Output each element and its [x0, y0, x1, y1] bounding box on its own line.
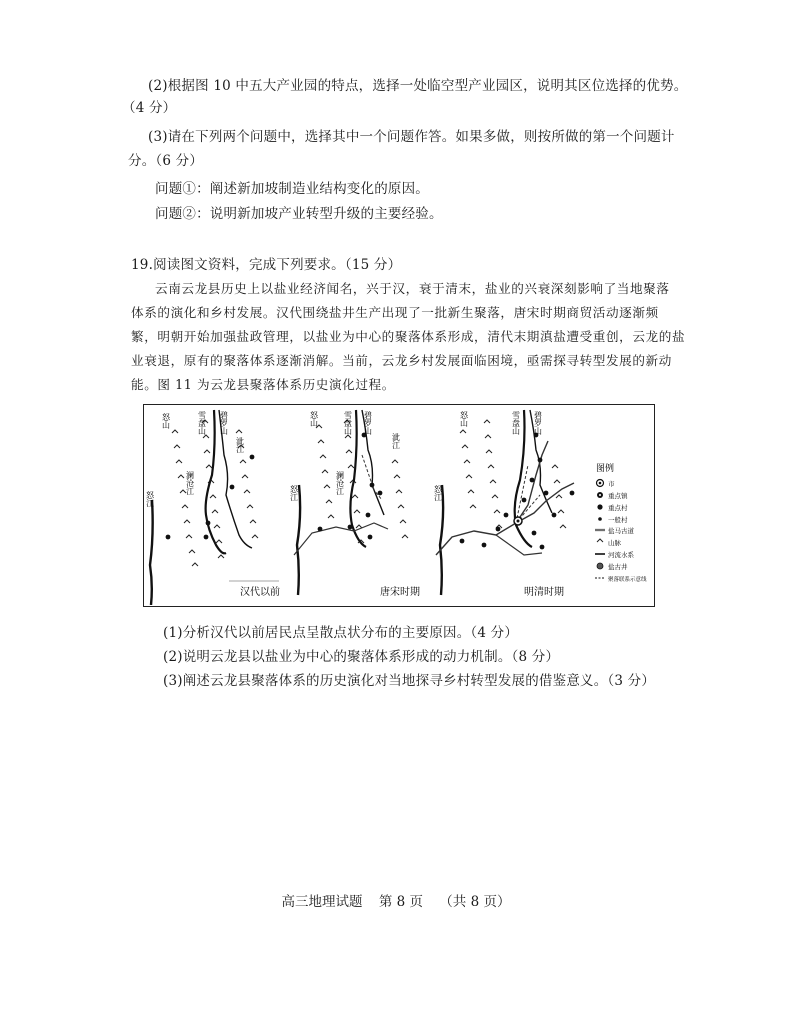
settlement-dot: [538, 458, 543, 463]
nujiang-river: [150, 500, 153, 605]
salt-horse-road: [496, 535, 542, 555]
page-footer: [0, 890, 792, 910]
figure-11-settlement-evolution-map: [143, 404, 655, 607]
settlement-dot: [540, 545, 545, 550]
label-bijiang: 泚江: [391, 433, 401, 449]
panel-caption-tangsong: 唐宋时期: [380, 587, 420, 598]
footer-total: （共 8 页）: [439, 894, 511, 910]
settlement-dot: [348, 525, 353, 530]
q18-question2: 问题②：说明新加坡产业转型升级的主要经验。: [155, 206, 443, 222]
legend-title: 图例: [596, 464, 615, 474]
settlement-dot: [482, 543, 487, 548]
q18-question1: 问题①：阐述新加坡制造业结构变化的原因。: [155, 181, 429, 197]
settlement-dot: [366, 513, 371, 518]
settlement-map-svg: [144, 405, 653, 605]
label-lancangjiang: 澜沧江: [335, 471, 345, 495]
settlement-dot: [530, 478, 535, 483]
legend-key-town: 重点镇: [608, 492, 628, 500]
settlement-dot: [522, 498, 527, 503]
panel-han-before: [145, 410, 281, 605]
mountain-ridge: [392, 460, 408, 538]
settlement-dot: [570, 491, 575, 496]
settlement-dot: [166, 535, 171, 540]
legend-link: 聚落联系示意线: [608, 577, 647, 583]
panel-caption-han: 汉代以前: [240, 587, 280, 598]
key-village-legend-icon: [597, 504, 602, 509]
legend-salt-well: 盐古井: [608, 563, 628, 571]
legend-city: 市: [608, 480, 615, 488]
panel-ming-qing: [433, 410, 575, 598]
q19-material-line: 云南云龙县历史上以盐业经济闻名，兴于汉，衰于清末，盐业的兴衰深刻影响了当地聚落: [155, 281, 670, 296]
mountain-ridge: [552, 465, 566, 528]
footer-page: 第 8 页: [378, 894, 423, 910]
label-nujiang: 怒江: [433, 485, 443, 501]
label-xuebanshan: 雪盘山: [343, 411, 353, 435]
legend-road: 盐马古道: [608, 527, 634, 535]
settlement-dot: [370, 483, 375, 488]
q19-material-line: 繁，明朝开始加强盐政管理，以盐业为中心的聚落体系形成，清代末期滇盐遭受重创，云龙的盐: [131, 329, 686, 344]
label-bishushan: 碧罗山: [219, 411, 229, 435]
q19-material-line: 能。图 11 为云龙县聚落体系历史演化过程。: [131, 377, 395, 392]
mountain-ridge: [316, 425, 334, 518]
q19-sub3: (3)阐述云龙县聚落体系的历史演化对当地探寻乡村转型发展的借鉴意义。（3 分）: [163, 673, 656, 689]
q19-sub1: (1)分析汉代以前居民点呈散点状分布的主要原因。（4 分）: [163, 625, 519, 641]
label-bishushan: 碧罗山: [533, 411, 543, 435]
label-xuebanshan: 雪盘山: [197, 411, 207, 435]
label-bijiang: 泚江: [235, 437, 245, 453]
settlement-dot: [318, 527, 323, 532]
legend-mountain: 山脉: [608, 539, 621, 547]
mountain-ridge: [460, 430, 476, 508]
label-bishushan: 碧罗山: [363, 411, 373, 435]
label-xuebanshan: 雪盘山: [511, 411, 521, 435]
mountain-ridge: [172, 430, 198, 566]
legend-village: 一般村: [608, 516, 628, 524]
label-nushan: 怒山: [459, 411, 469, 427]
panel-caption-mingqing: 明清时期: [524, 587, 564, 598]
label-nushan: 怒山: [309, 411, 319, 427]
panel-tang-song: [289, 410, 421, 598]
q18-part3-line1: (3)请在下列两个问题中，选择其中一个问题作答。如果多做，则按所做的第一个问题计: [148, 129, 675, 145]
salt-horse-road: [294, 523, 388, 555]
q18-part2-line1: (2)根据图 10 中五大产业园的特点，选择一处临空型产业园区，说明其区位选择的优势。: [148, 78, 688, 94]
settlement-dot: [230, 485, 235, 490]
q19-sub2: (2)说明云龙县以盐业为中心的聚落体系形成的动力机制。（8 分）: [163, 649, 560, 665]
settlement-dot: [504, 513, 509, 518]
nujiang-river: [297, 485, 300, 595]
q18-part2-line2: （4 分）: [122, 100, 177, 116]
nujiang-river: [440, 485, 443, 595]
settlement-dot: [460, 539, 465, 544]
salt-horse-road: [436, 483, 574, 555]
label-nushan: 怒山: [161, 413, 171, 429]
q19-title: 19.阅读图文资料，完成下列要求。（15 分）: [131, 257, 402, 273]
label-nujiang: 怒江: [289, 485, 299, 501]
label-nujiang: 怒江: [145, 491, 155, 507]
settlement-dot: [496, 527, 501, 532]
q19-material-line: 体系的演化和乡村发展。汉代围绕盐井生产出现了一批新生聚落，唐宋时期商贸活动逐渐频: [131, 305, 659, 320]
settlement-dot: [532, 531, 537, 536]
settlement-dot: [368, 535, 373, 540]
footer-title: 高三地理试题: [281, 894, 363, 910]
legend-key-village: 重点村: [608, 504, 628, 512]
settlement-dot: [250, 455, 255, 460]
settlement-dot: [544, 491, 549, 496]
salt-well-legend-icon: [597, 563, 603, 569]
village-legend-icon: [598, 517, 602, 521]
map-legend: [595, 462, 647, 583]
settlement-dot: [552, 513, 557, 518]
legend-river: 河流水系: [608, 551, 634, 559]
q18-part3-line2: 分。（6 分）: [128, 153, 204, 169]
q19-material-line: 业衰退，原有的聚落体系逐渐消解。当前，云龙乡村发展面临困境，亟需探寻转型发展的新动: [131, 353, 672, 368]
settlement-dot: [206, 521, 211, 526]
label-lancangjiang: 澜沧江: [185, 471, 195, 495]
mountain-ridge: [484, 420, 502, 528]
settlement-dot: [378, 491, 383, 496]
settlement-dot: [204, 535, 209, 540]
mountain-legend-icon: [597, 539, 603, 542]
